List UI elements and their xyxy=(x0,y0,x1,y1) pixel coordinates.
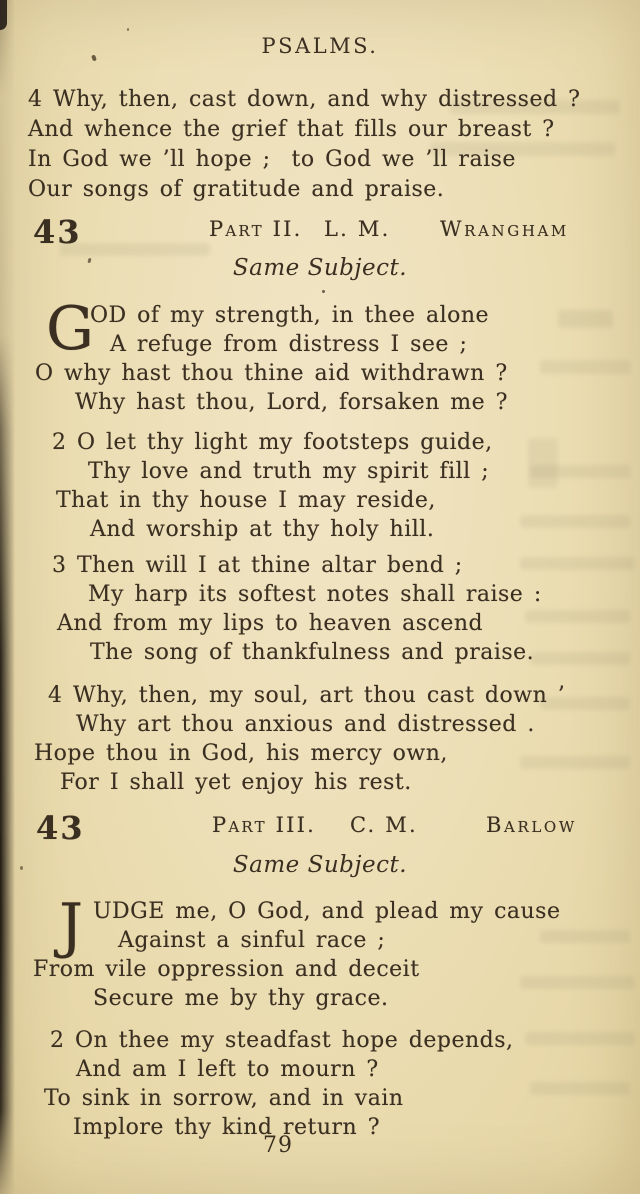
verse-line: Why hast thou, Lord, forsaken me ? xyxy=(75,390,508,415)
hymn-stanza xyxy=(0,551,640,667)
verse-line: Hope thou in God, his mercy own, xyxy=(34,741,448,766)
hymn-meter-label: C. M. xyxy=(350,813,418,837)
hymn-author-label: Wrangham xyxy=(440,217,569,241)
hymn-stanza xyxy=(0,1026,640,1142)
hymn-part-label: Part II. xyxy=(209,217,303,241)
ink-speck xyxy=(127,28,129,31)
verse-line: 2 On thee my steadfast hope depends, xyxy=(50,1028,514,1053)
hymn-stanza xyxy=(0,294,640,417)
verse-line: For I shall yet enjoy his rest. xyxy=(60,770,412,795)
hymn-stanza xyxy=(0,891,640,1013)
verse-line: Our songs of gratitude and praise. xyxy=(28,177,445,202)
verse-line: And whence the grief that fills our breast ? xyxy=(28,117,555,142)
verse-line: In God we ’ll hope ; to God we ’ll raise xyxy=(28,147,516,172)
verse-line: That in thy house I may reside, xyxy=(56,488,436,513)
verse-line: Thy love and truth my spirit fill ; xyxy=(88,459,490,484)
verse-line: My harp its softest notes shall raise : xyxy=(88,582,542,607)
verse-line: 4 Why, then, cast down, and why distressed ? xyxy=(28,87,581,112)
hymn-part-label: Part III. xyxy=(212,813,317,837)
hymn-number: 43 xyxy=(36,809,85,847)
verse-line: And am I left to mourn ? xyxy=(76,1057,379,1082)
page-corner-notch xyxy=(0,0,7,30)
verse-line: Against a sinful race ; xyxy=(118,928,386,953)
verse-line: And worship at thy holy hill. xyxy=(90,517,435,542)
verse-line: Secure me by thy grace. xyxy=(93,986,389,1011)
hymn-subtitle: Same Subject. xyxy=(232,852,408,878)
stanza-continuation xyxy=(0,85,640,205)
hymn-author-label: Barlow xyxy=(486,813,577,837)
hymn-stanza xyxy=(0,428,640,544)
verse-line: Why art thou anxious and distressed . xyxy=(76,712,535,737)
verse-line: A refuge from distress I see ; xyxy=(110,332,468,357)
verse-line: O why hast thou thine aid withdrawn ? xyxy=(35,361,508,386)
hymn-subtitle: Same Subject. xyxy=(232,255,408,281)
page-number: 79 xyxy=(263,1133,293,1158)
verse-line: 4 Why, then, my soul, art thou cast down ’ xyxy=(48,683,566,708)
verse-line: To sink in sorrow, and in vain xyxy=(44,1086,404,1111)
verse-line: And from my lips to heaven ascend xyxy=(57,611,484,636)
verse-line: UDGE me, O God, and plead my cause xyxy=(93,899,561,924)
dropcap-letter: G xyxy=(46,294,94,364)
verse-line: Implore thy kind return ? xyxy=(73,1115,381,1140)
running-head: PSALMS. xyxy=(261,34,379,58)
hymn-number: 43 xyxy=(33,213,82,251)
ink-speck xyxy=(322,290,325,293)
dropcap-letter: J xyxy=(59,891,84,961)
hymn-meter-label: L. M. xyxy=(324,217,391,241)
verse-line: The song of thankfulness and praise. xyxy=(90,640,535,665)
verse-line: 2 O let thy light my footsteps guide, xyxy=(52,430,493,455)
verse-line: OD of my strength, in thee alone xyxy=(90,303,490,328)
hymn-stanza xyxy=(0,681,640,797)
verse-line: 3 Then will I at thine altar bend ; xyxy=(52,553,463,578)
verse-line: From vile oppression and deceit xyxy=(33,957,420,982)
